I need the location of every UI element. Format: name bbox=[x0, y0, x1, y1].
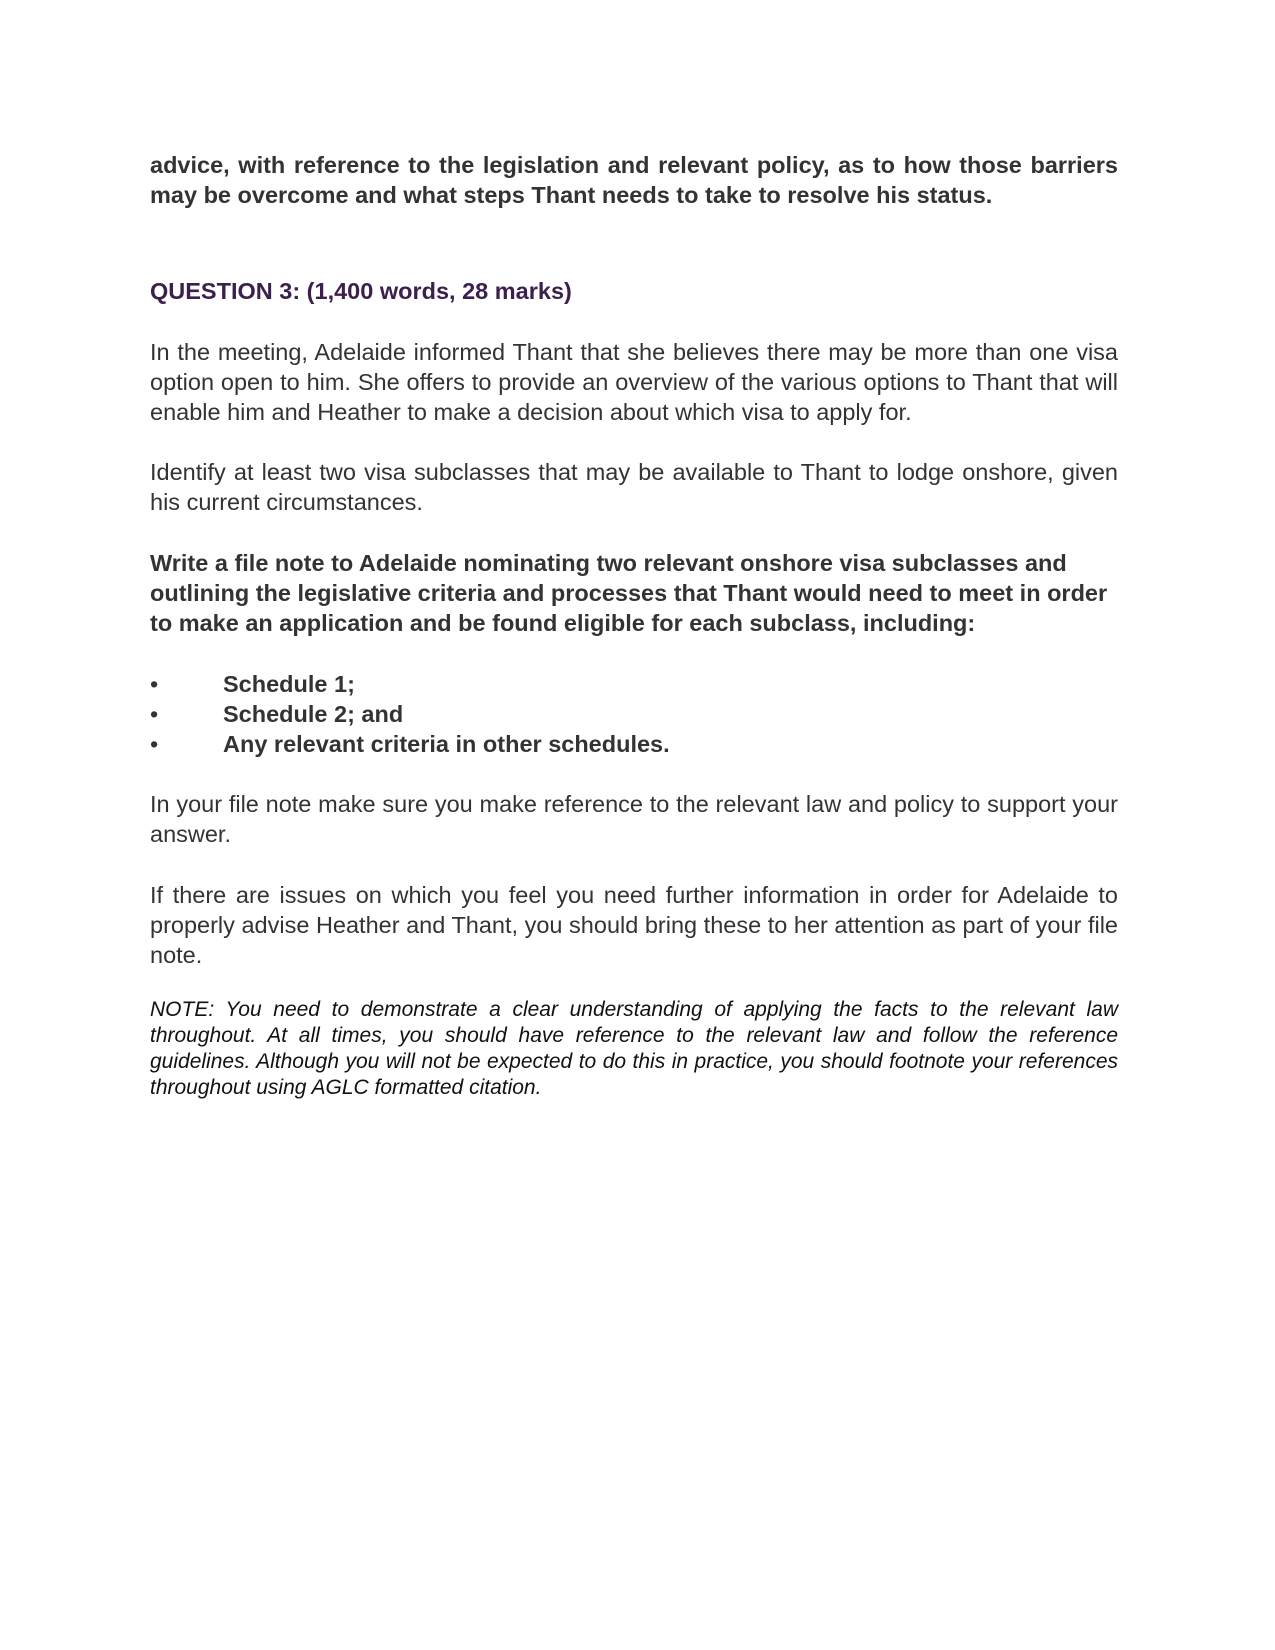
question-heading: QUESTION 3: (1,400 words, 28 marks) bbox=[150, 278, 572, 304]
reference-paragraph: In your file note make sure you make reference to the relevant law and policy to support your answer. bbox=[150, 791, 1118, 847]
schedule-bullet-list bbox=[150, 669, 1118, 759]
issues-paragraph: If there are issues on which you feel you need further information in order for Adelaide to properly advise Heather and Thant, you should bring these to her attention as part of your file note. bbox=[150, 882, 1118, 968]
list-item bbox=[150, 669, 1118, 699]
bullet-text: Any relevant criteria in other schedules. bbox=[223, 731, 670, 757]
list-item bbox=[150, 729, 1118, 759]
identify-paragraph: Identify at least two visa subclasses that may be available to Thant to lodge onshore, given his current circumstances. bbox=[150, 459, 1118, 515]
meeting-paragraph: In the meeting, Adelaide informed Thant that she believes there may be more than one visa option open to him. She offers to provide an overview of the various options to Thant that will enable him and Heather to make a decision about which visa to apply for. bbox=[150, 339, 1118, 425]
bullet-icon: • bbox=[150, 671, 159, 697]
bullet-icon: • bbox=[150, 701, 159, 727]
bullet-text: Schedule 2; and bbox=[223, 701, 404, 727]
list-item bbox=[150, 699, 1118, 729]
intro-bold-paragraph: advice, with reference to the legislation and relevant policy, as to how those barriers may be overcome and what steps Thant needs to take to resolve his status. bbox=[150, 152, 1118, 208]
note-paragraph: NOTE: You need to demonstrate a clear understanding of applying the facts to the relevant law throughout. At all times, you should have reference to the relevant law and follow the reference guidelines. Although you will not be expected to do this in practice, you should footnote your references throughout using AGLC formatted citation. bbox=[150, 998, 1118, 1099]
write-file-note-paragraph: Write a file note to Adelaide nominating two relevant onshore visa subclasses and outlining the legislative criteria and processes that Thant would need to meet in order to make an application and be found eligible for each subclass, including: bbox=[150, 550, 1108, 636]
document-content bbox=[150, 150, 1118, 1122]
bullet-text: Schedule 1; bbox=[223, 671, 355, 697]
bullet-icon: • bbox=[150, 731, 159, 757]
